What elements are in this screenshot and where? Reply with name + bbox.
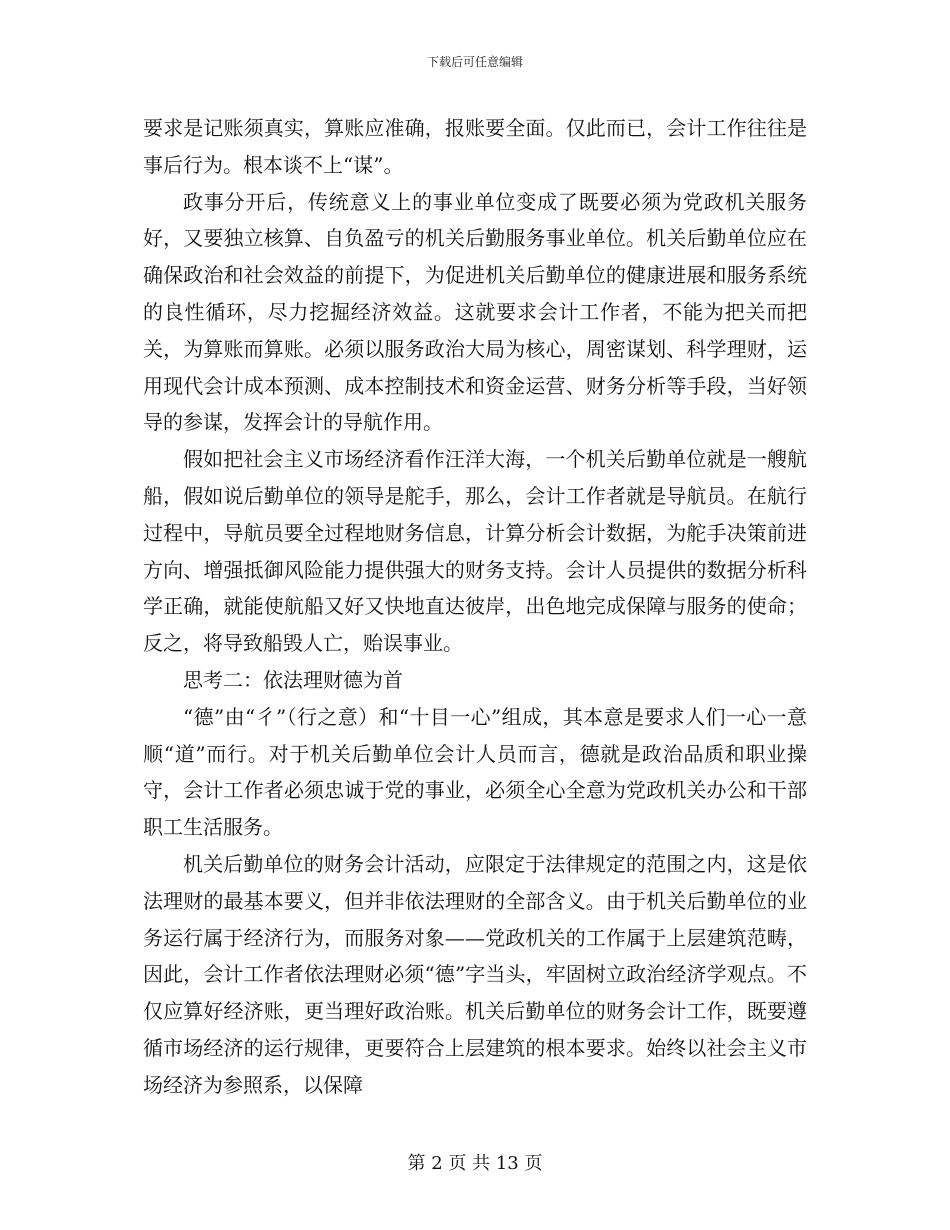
section-heading: 思考二：依法理财德为首 bbox=[183, 667, 403, 692]
paragraph-5: 机关后勤单位的财务会计活动，应限定于法律规定的范围之内，这是依法理财的最基本要义，但并非依法理财的全部含义。由于机关后勤单位的业务运行属于经济行为，而服务对象——党政机关的工作属于上层建筑范畴，因此，会计工作者依法理财必须“德”字当头，牢固树立政治经济学观点。不仅应算好经济账，更当理好政治账。机关后勤单位的财务会计工作，既要遵循市场经济的运行规律，更要符合上层建筑的根本要求。始终以社会主义市场经济为参照系，以保障 bbox=[143, 851, 807, 1097]
page-header-note: 下载后可任意编辑 bbox=[426, 55, 523, 69]
paragraph-4: “德”由“彳”（行之意）和“十目一心”组成，其本意是要求人们一心一意顺“道”而行。对于机关后勤单位会计人员而言，德就是政治品质和职业操守，会计工作者必须忠诚于党的事业，必须全心全意为党政机关办公和干部职工生活服务。 bbox=[143, 704, 807, 840]
paragraph-2: 政事分开后，传统意义上的事业单位变成了既要必须为党政机关服务好，又要独立核算、自负盈亏的机关后勤服务事业单位。机关后勤单位应在确保政治和社会效益的前提下，为促进机关后勤单位的健康进展和服务系统的良性循环，尽力挖掘经济效益。这就要求会计工作者，不能为把关而把关，为算账而算账。必须以服务政治大局为核心，周密谋划、科学理财，运用现代会计成本预测、成本控制技术和资金运营、财务分析等手段，当好领导的参谋，发挥会计的导航作用。 bbox=[143, 189, 807, 435]
paragraph-1: 要求是记账须真实，算账应准确，报账要全面。仅此而已，会计工作往往是事后行为。根本谈不上“谋”。 bbox=[143, 116, 807, 177]
paragraph-3: 假如把社会主义市场经济看作汪洋大海，一个机关后勤单位就是一艘航船，假如说后勤单位的领导是舵手，那么，会计工作者就是导航员。在航行过程中，导航员要全过程地财务信息，计算分析会计数据，为舵手决策前进方向、增强抵御风险能力提供强大的财务支持。会计人员提供的数据分析科学正确，就能使航船又好又快地直达彼岸，出色地完成保障与服务的使命；反之，将导致船毁人亡，贻误事业。 bbox=[143, 447, 807, 656]
document-body bbox=[143, 110, 807, 1104]
page-number: 第 2 页 共 13 页 bbox=[407, 1153, 543, 1174]
